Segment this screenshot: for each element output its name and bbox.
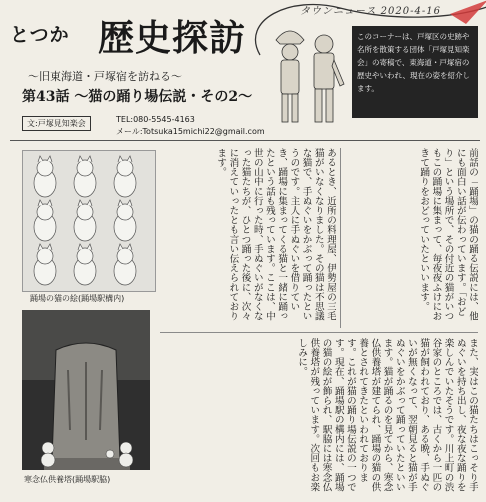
memorial-stone-caption: 寒念仏供養塔(踊場駅脇) [24,475,111,484]
contact-info [116,114,265,138]
cat-picture-caption: 踊場の猫の絵(踊場駅構内) [30,294,125,303]
header-divider [10,140,480,141]
series-subtitle: ～旧東海道・戸塚宿を訪ねる～ [28,70,182,83]
column-separator [160,332,478,333]
article-block-upper-left: あるとき、近所の料理屋、伊勢屋の三毛猫がいなくなりました。その猫は不思議な猫で、手ぬぐいをかぶって踊ったというのです。主人に手ぬぐいを借りていき、踊場に集まってくる猫と一緒に踊ったという話も残っています。ここは、中世の山中に行った時、手ぬぐいがなくなった猫たちが、ひとつ踊った後に、次々に消えていったとも言い伝えられております。 [215,148,336,321]
series-intro-box: このコーナーは、戸塚区の史跡や名所を散策する団体「戸塚見知楽会」の寄稿で、東海道・戸塚宿の歴史やいわれ、現在の姿を紹介します。 [352,26,478,118]
author-byline: 文:戸塚見知楽会 [22,116,91,131]
contact-phone: TEL:080-5545-4163 [116,115,195,124]
episode-title: 第43話 ～猫の踊り場伝説・その2～ [22,89,253,105]
column-separator-vertical [340,148,341,328]
handwritten-date-note: タウンニュース 2020-4-16 [300,6,441,17]
contact-email[interactable]: メール:Totsuka15michi22@gmail.com [116,127,265,136]
series-title: 歴史探訪 [98,17,247,59]
brand-small-title: とつか [10,24,70,46]
article-block-upper-right: 前話の「踊場」の猫の踊る伝説には、他にも面白い話が伝わっています。「おどり」という場所で、その付近の猫がいつもこの踊場に集まって、毎夜夜ふけにおきて踊りをおどっていたといいます。 [418,148,478,321]
memorial-stone-photo [22,310,150,470]
mascot-figures-illustration [270,14,348,126]
article-block-lower: また、実はこの猫たちはこっそり手ぬぐいを持ち出し、夜な夜な踊りを楽しんでいたそうです。川上町の渋谷家のところでは、古くから一匹の猫が飼われており、ある晩、手ぬぐいが無くなって、翌朝見ると猫が手ぬぐいをかぶって踊っていたといいます。猫が踊るのを見てから、寒念仏供養塔が建てられ、踊場の猫の供養とされてきたといわれております。これが猫の踊り場伝説の一つです。現在、踊場駅の構内には、踊場の猫の絵が飾られ、駅脇には寒念仏供養塔が残っています。次回もお楽しみに。 [296,338,478,492]
cat-picture-panel [22,150,156,292]
